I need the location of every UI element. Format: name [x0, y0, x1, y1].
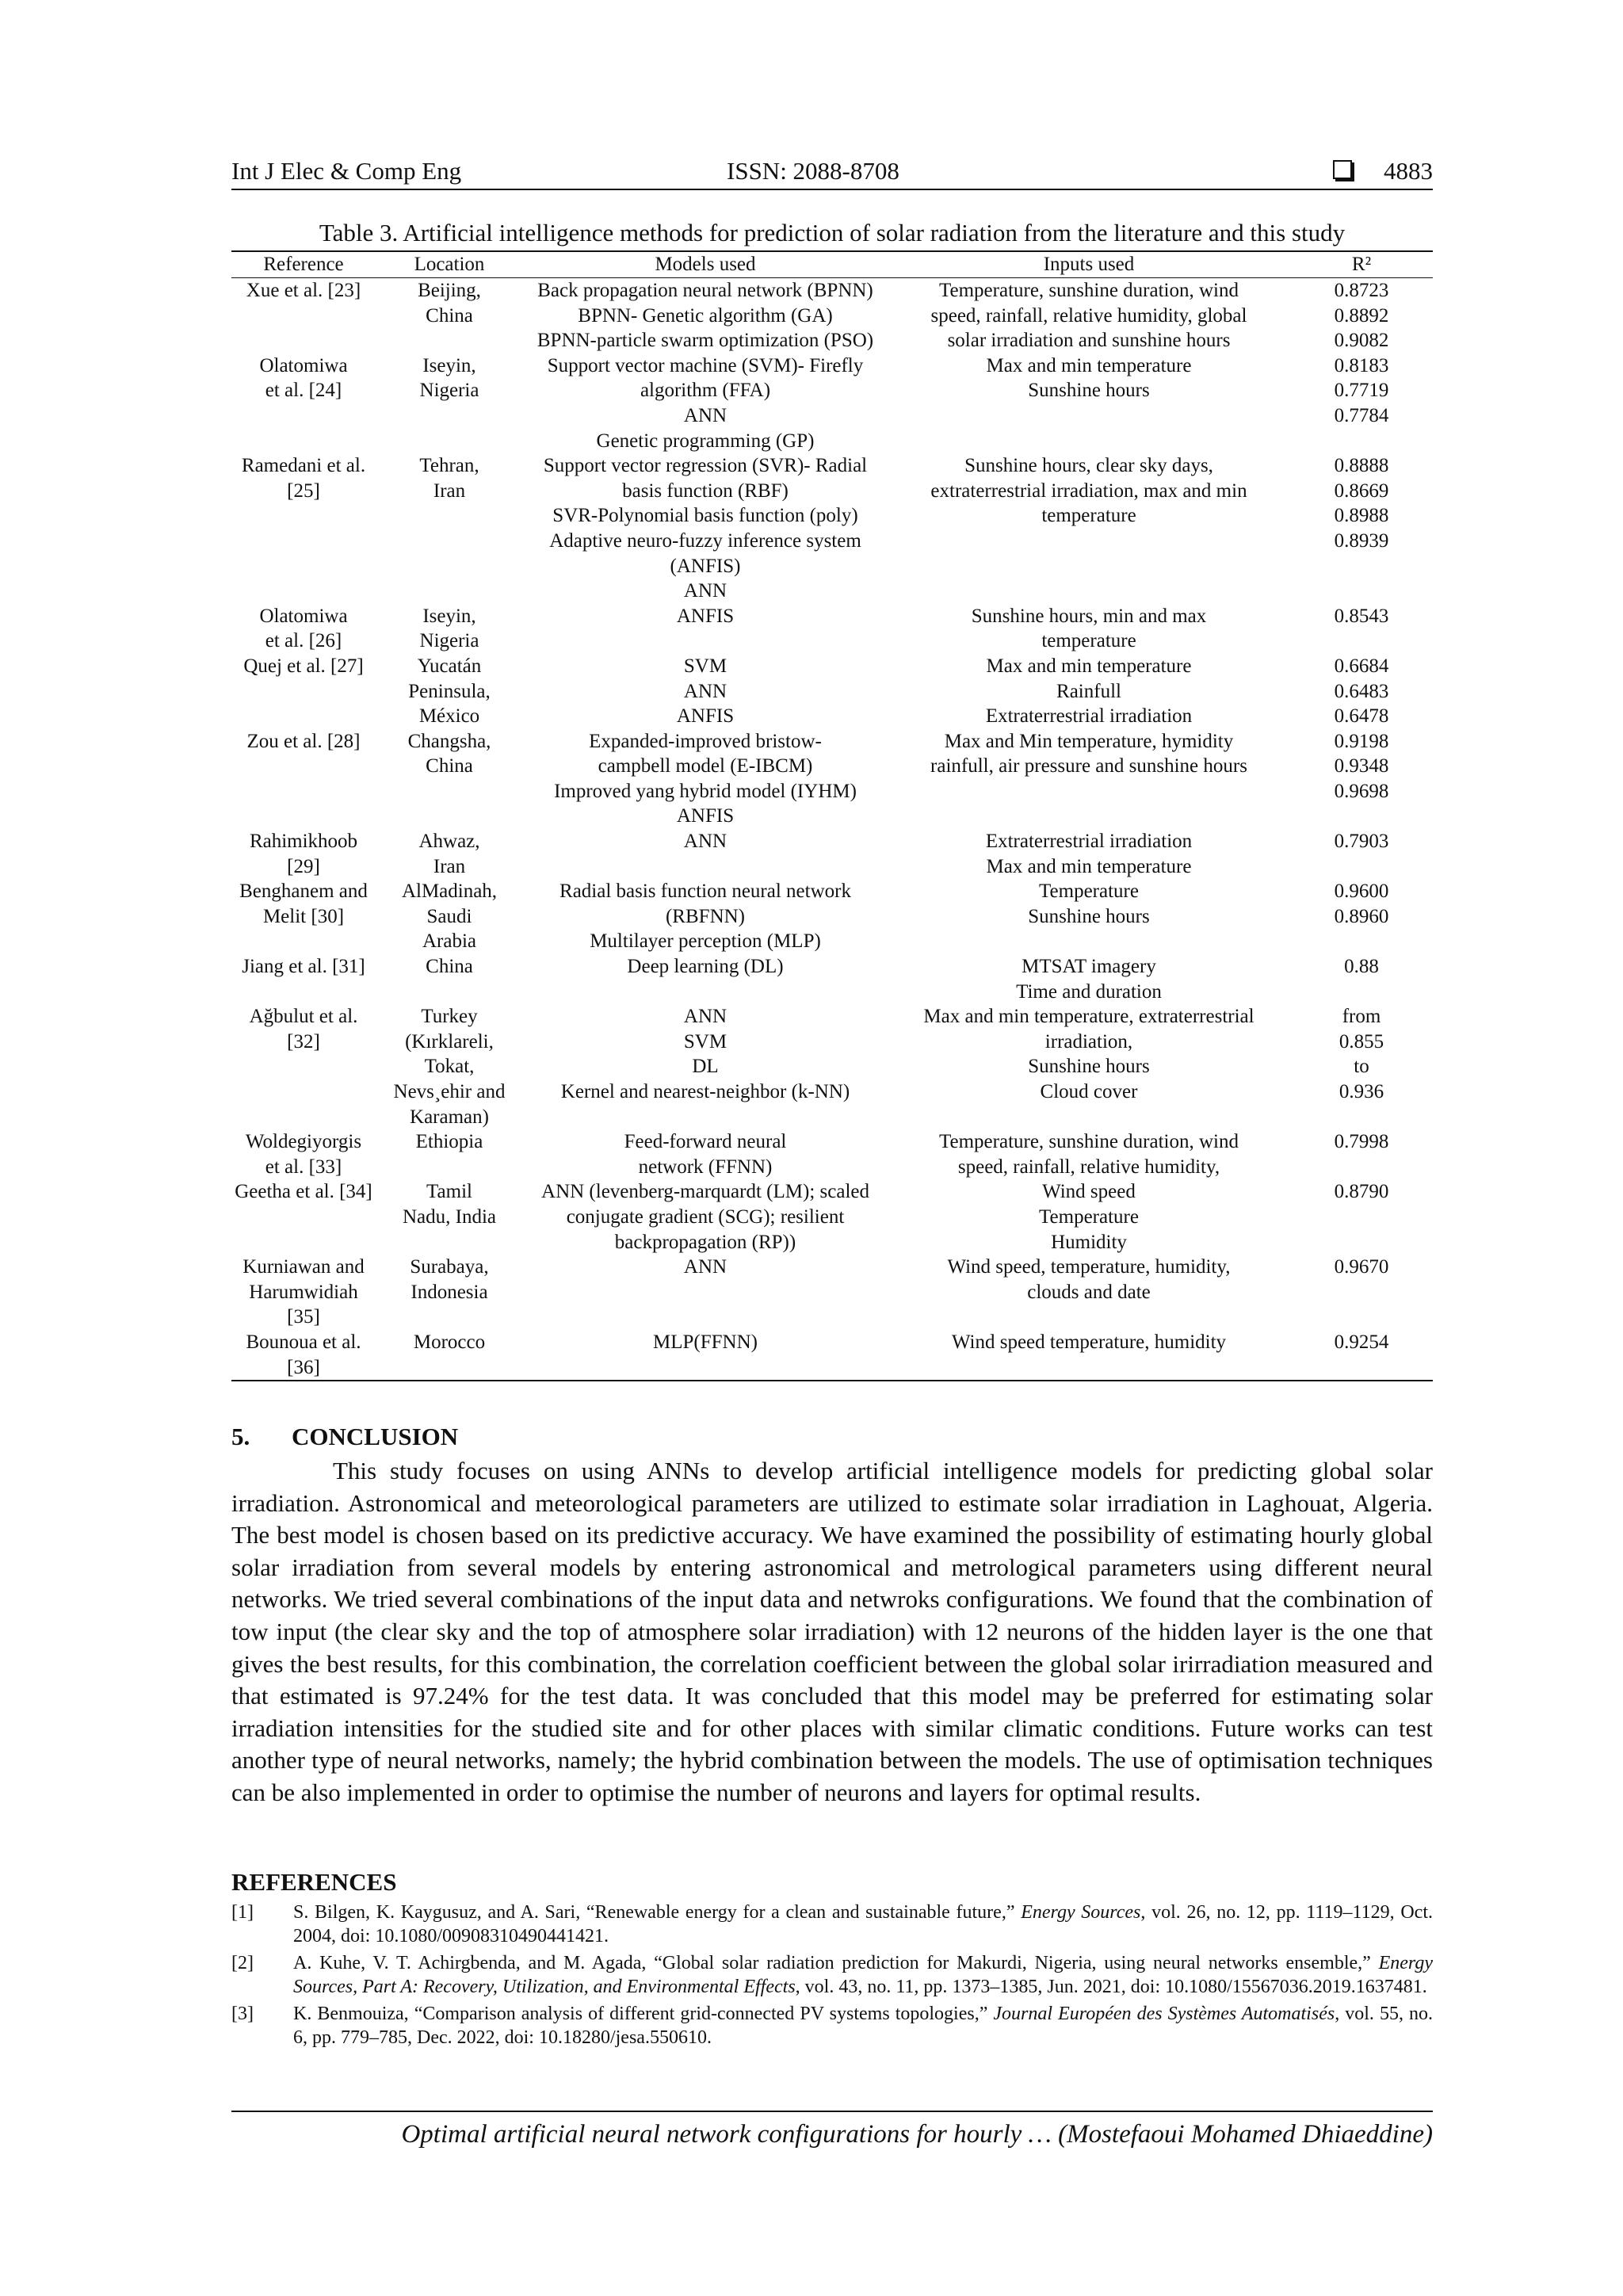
table-row: [231, 278, 1433, 353]
reference-journal: Energy Sources: [1021, 1902, 1141, 1923]
page-number: 4883: [1384, 157, 1433, 185]
cell-reference: Xue et al. [23]: [246, 280, 361, 301]
cell-inputs: Wind speed Temperature Humidity: [1039, 1181, 1139, 1253]
cell-reference: Woldegiyorgis et al. [33]: [245, 1131, 362, 1178]
cell-r2: 0.9600 0.8960: [1334, 881, 1389, 927]
reference-text: K. Benmouiza, “Comparison analysis of different grid-connected PV systems topologies,”: [293, 2004, 994, 2024]
table-body: [231, 278, 1433, 1381]
cell-location: AlMadinah, Saudi Arabia: [401, 881, 498, 953]
cell-location: Surabaya, Indonesia: [410, 1256, 489, 1303]
table-caption: Table 3. Artificial intelligence methods for prediction of solar radiation from the literature and this study: [319, 219, 1346, 246]
cell-inputs: Max and min temperature Sunshine hours: [986, 354, 1192, 402]
column-header: Reference: [231, 251, 376, 278]
reference-journal: Journal Européen des Systèmes Automatisés: [993, 2004, 1335, 2024]
cell-models: ANFIS: [676, 605, 735, 627]
reference-details: , vol. 26, no. 12, pp. 1119–1129, Oct. 2004, doi: 10.1080/00908310490441421.: [293, 1902, 1433, 1946]
reference-index: [2]: [231, 1953, 254, 1973]
cell-models: Deep learning (DL): [627, 956, 784, 978]
cell-r2: from 0.855 to 0.936: [1338, 1006, 1384, 1102]
reference-item: [231, 2002, 1433, 2050]
column-header: Inputs used: [888, 251, 1290, 278]
cell-location: Iseyin, Nigeria: [419, 354, 479, 402]
conclusion-paragraph: This study focuses on using ANNs to develop artificial intelligence models for predicting global solar irradiation. Astronomical and meteorological parameters are utilized to estimate solar irradiation in Laghouat, Algeria. The best model is chosen based on its predictive accuracy. We have examined the possibility of estimating hourly global solar irradiation from several models by entering astronomical and metrological parameters using different neural networks. We tried several combinations of the input data and netwroks configurations. We found that the combination of tow input (the clear sky and the top of atmosphere solar irradiation) with 12 neurons of the hidden layer is the one that gives the best results, for this combination, the correlation coefficient between the global solar irirradiation measured and that estimated is 97.24% for the test data. It was concluded that this model may be preferred for estimating solar irradiation intensities for the studied site and for other places with similar climatic conditions. Future works can test another type of neural networks, namely; the hybrid combination between the models. The use of optimisation techniques can be also implemented in order to optimise the number of neurons and layers for optimal results.: [231, 1457, 1433, 1806]
running-footer: Optimal artificial neural network configurations for hourly … (Mostefaoui Mohamed Dhiaeddine): [231, 2111, 1433, 2149]
cell-models: ANN: [683, 1256, 727, 1278]
cell-models: Support vector regression (SVR)- Radial basis function (RBF) SVR-Polynomial basis function (poly) Adaptive neuro-fuzzy inference system (ANFIS) ANN: [543, 455, 868, 602]
table-header-row: [231, 251, 1433, 278]
cell-inputs: Temperature Sunshine hours: [1028, 881, 1150, 927]
cell-reference: Geetha et al. [34]: [235, 1181, 372, 1203]
journal-name: Int J Elec & Comp Eng: [231, 157, 462, 185]
cell-reference: Bounoua et al. [36]: [231, 1330, 376, 1381]
cell-r2: 0.9254: [1290, 1330, 1433, 1381]
cell-location: Morocco: [376, 1330, 523, 1381]
cell-inputs: Extraterrestrial irradiation Max and min temperature: [985, 831, 1193, 877]
cell-reference: Quej et al. [27]: [243, 655, 364, 677]
cell-location: Tehran, Iran: [419, 455, 479, 502]
cell-r2: 0.8183 0.7719 0.7784: [1334, 354, 1389, 426]
cell-reference: Olatomiwa et al. [24]: [259, 354, 348, 402]
conclusion-heading: [231, 1423, 458, 1451]
cell-r2: 0.8790: [1334, 1181, 1389, 1203]
reference-item: [231, 1951, 1433, 1999]
table-row: [231, 879, 1433, 954]
cell-inputs: Sunshine hours, clear sky days, extraterrestrial irradiation, max and min temperature: [930, 455, 1247, 527]
reference-index: [3]: [231, 2004, 254, 2024]
table-row: [231, 604, 1433, 654]
table-row: [231, 1255, 1433, 1330]
cell-inputs: Temperature, sunshine duration, wind speed, rainfall, relative humidity, global solar irradiation and sunshine hours: [930, 280, 1247, 352]
cell-inputs: Max and Min temperature, hymidity rainfull, air pressure and sunshine hours: [930, 730, 1247, 777]
cell-inputs: MTSAT imagery Time and duration: [1016, 956, 1162, 1003]
cell-r2: 0.9198 0.9348 0.9698: [1334, 730, 1389, 802]
cell-r2: 0.6684 0.6483 0.6478: [1334, 655, 1389, 728]
table-row: [231, 654, 1433, 729]
cell-reference: Ramedani et al. [25]: [241, 455, 366, 502]
cell-reference: Jiang et al. [31]: [242, 956, 365, 978]
reference-text: S. Bilgen, K. Kaygusuz, and A. Sari, “Renewable energy for a clean and sustainable future,”: [293, 1902, 1022, 1923]
cell-location: Beijing, China: [418, 280, 481, 327]
reference-details: , vol. 55, no. 6, pp. 779–785, Dec. 2022, doi: 10.18280/jesa.550610.: [293, 2004, 1433, 2048]
reference-list: [231, 1901, 1433, 2053]
column-header: Models used: [523, 251, 888, 278]
cell-inputs: Max and min temperature Rainfull Extraterrestrial irradiation: [985, 655, 1193, 728]
column-header: R²: [1290, 251, 1433, 278]
cell-inputs: Wind speed, temperature, humidity, clouds and date: [947, 1256, 1231, 1303]
cell-models: Back propagation neural network (BPNN) BPNN- Genetic algorithm (GA) BPNN-particle swarm optimization (PSO): [537, 280, 874, 352]
cell-reference: Ağbulut et al. [32]: [249, 1006, 358, 1052]
cell-location: Turkey (Kırklareli, Tokat, Nevs¸ehir and Karaman): [393, 1006, 506, 1128]
cell-r2: 0.88: [1344, 956, 1379, 978]
cell-inputs: Max and min temperature, extraterrestrial irradiation, Sunshine hours Cloud cover: [923, 1006, 1254, 1102]
cell-reference: Kurniawan and Harumwidiah [35]: [242, 1256, 365, 1328]
cell-inputs: Wind speed temperature, humidity: [888, 1330, 1290, 1381]
cell-location: Ahwaz, Iran: [418, 831, 480, 877]
table-row: [231, 1004, 1433, 1129]
reference-item: [231, 1901, 1433, 1948]
cell-inputs: Sunshine hours, min and max temperature: [971, 605, 1207, 652]
square-icon: [1333, 160, 1352, 179]
cell-r2: 0.8543: [1334, 605, 1389, 627]
cell-r2: 0.9670: [1334, 1256, 1389, 1278]
cell-r2: 0.8723 0.8892 0.9082: [1334, 280, 1389, 352]
cell-inputs: Temperature, sunshine duration, wind speed, rainfall, relative humidity,: [938, 1131, 1239, 1178]
table-row: [231, 954, 1433, 1004]
table-row: [231, 829, 1433, 879]
cell-models: ANN (levenberg-marquardt (LM); scaled conjugate gradient (SCG); resilient backpropagation (RP)): [541, 1181, 869, 1253]
cell-r2: 0.8888 0.8669 0.8988 0.8939: [1334, 455, 1389, 552]
cell-models: ANN: [683, 831, 727, 853]
cell-location: Ethiopia: [415, 1131, 483, 1153]
cell-reference: Zou et al. [28]: [246, 730, 361, 752]
reference-journal: Energy Sources, Part A: Recovery, Utilization, and Environmental Effects: [293, 1953, 1433, 1997]
cell-models: Feed-forward neural network (FFNN): [624, 1131, 787, 1178]
cell-models: ANN SVM DL Kernel and nearest-neighbor (k-NN): [560, 1006, 850, 1102]
references-heading: REFERENCES: [231, 1868, 397, 1896]
cell-reference: Olatomiwa et al. [26]: [259, 605, 348, 652]
cell-models: SVM ANN ANFIS: [676, 655, 735, 728]
reference-text: A. Kuhe, V. T. Achirgbenda, and M. Agada, “Global solar radiation prediction for Makurdi, Nigeria, using neural networks ensemble,”: [293, 1953, 1379, 1973]
cell-r2: 0.7903: [1334, 831, 1389, 853]
reference-index: [1]: [231, 1902, 254, 1923]
cell-models: Radial basis function neural network (RBFNN) Multilayer perception (MLP): [559, 881, 851, 953]
section-number: 5.: [231, 1423, 250, 1450]
cell-location: Changsha, China: [407, 730, 491, 777]
cell-models: Support vector machine (SVM)- Firefly algorithm (FFA) ANN Genetic programming (GP): [547, 354, 864, 452]
table-row: [231, 353, 1433, 453]
cell-models: MLP(FFNN): [523, 1330, 888, 1381]
table-row: [231, 1179, 1433, 1255]
cell-location: Iseyin, Nigeria: [419, 605, 479, 652]
cell-reference: Benghanem and Melit [30]: [239, 881, 368, 927]
cell-location: China: [426, 956, 473, 978]
cell-models: Expanded-improved bristow- campbell model (E-IBCM) Improved yang hybrid model (IYHM) ANFIS: [554, 730, 857, 827]
cell-location: Yucatán Peninsula, México: [408, 655, 491, 728]
table-row: [231, 1129, 1433, 1179]
issn: ISSN: 2088-8708: [727, 157, 899, 185]
reference-details: , vol. 43, no. 11, pp. 1373–1385, Jun. 2021, doi: 10.1080/15567036.2019.1637481.: [795, 1977, 1427, 1997]
column-header: Location: [376, 251, 523, 278]
running-header: [231, 154, 1433, 190]
cell-reference: Rahimikhoob [29]: [249, 831, 358, 877]
cell-r2: 0.7998: [1334, 1131, 1389, 1153]
table-row: [231, 729, 1433, 829]
cell-location: Tamil Nadu, India: [402, 1181, 497, 1228]
table-row: [231, 1330, 1433, 1381]
section-title: CONCLUSION: [292, 1423, 459, 1450]
table-row: [231, 453, 1433, 604]
literature-table: [231, 250, 1433, 1381]
